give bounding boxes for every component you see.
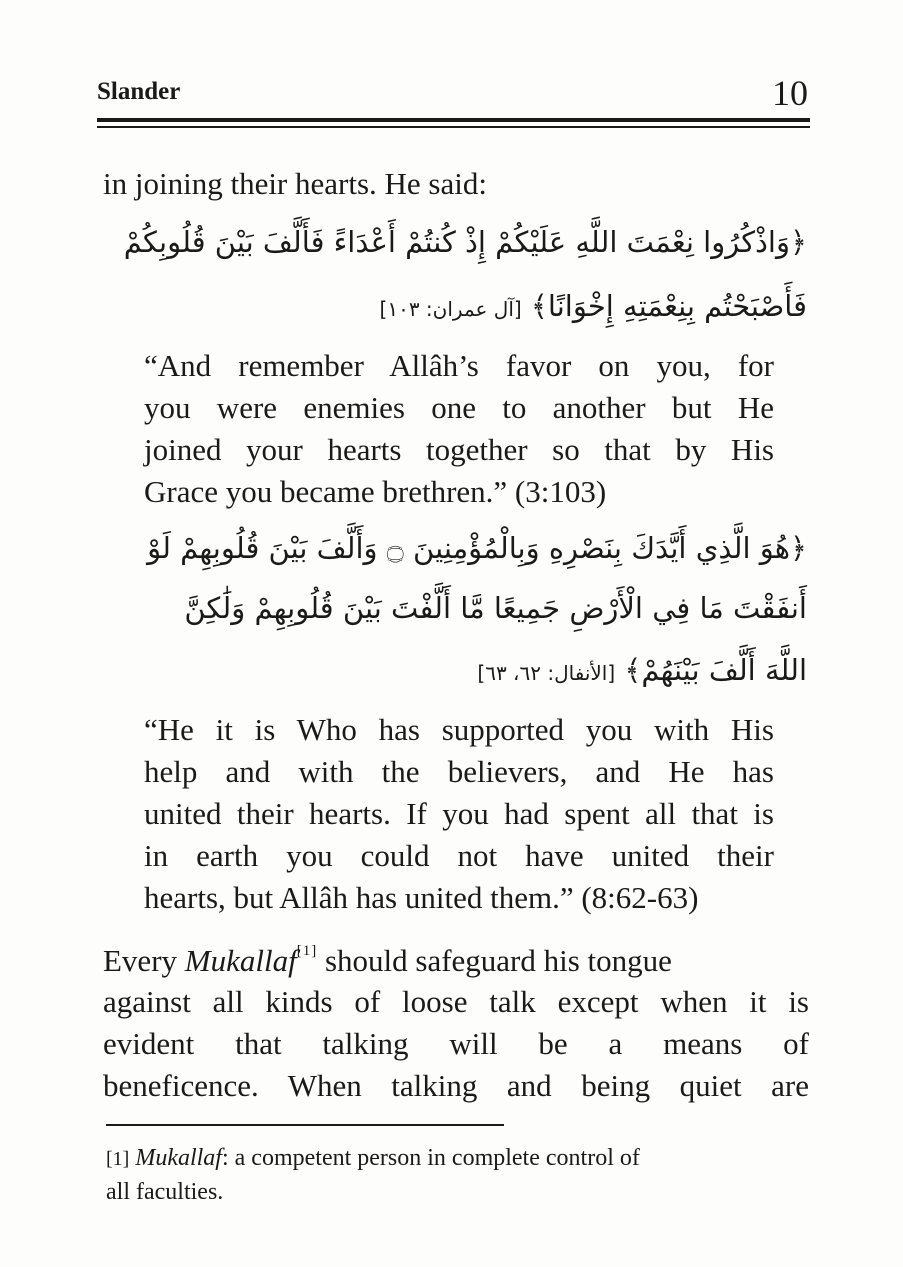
footnote-term: Mukallaf xyxy=(135,1145,222,1171)
verse1-arabic-text: فَأَصْبَحْتُم بِنِعْمَتِهِ إِخْوَانًا﴾ xyxy=(530,289,807,323)
verse2-translation-line-4: in earth you could not have united their xyxy=(144,838,774,873)
main-paragraph-line-3: evident that talking will be a means of xyxy=(103,1026,809,1061)
verse2-arabic-text: اللَّهَ أَلَّفَ بَيْنَهُمْ﴾ xyxy=(624,653,807,687)
verse2-arabic-line-3 xyxy=(477,653,807,687)
verse1-arabic-line-1: ﴿وَاذْكُرُوا نِعْمَتَ اللَّهِ عَلَيْكُمْ إِذْ كُنتُمْ أَعْدَاءً فَأَلَّفَ بَيْنَ قُلُوبِكُمْ xyxy=(123,225,807,259)
verse2-translation-line-5: hearts, but Allâh has united them.” (8:62-63) xyxy=(144,880,699,915)
main-paragraph-line-4: beneficence. When talking and being quiet are xyxy=(103,1068,809,1103)
main-paragraph-line-2: against all kinds of loose talk except when it is xyxy=(103,984,809,1019)
verse2-translation-line-2: help and with the believers, and He has xyxy=(144,754,774,789)
main-text-before-term: Every xyxy=(103,943,185,978)
page-number: 10 xyxy=(772,73,808,113)
page-header xyxy=(97,72,810,116)
verse1-translation-line-4: Grace you became brethren.” (3:103) xyxy=(144,474,607,509)
main-paragraph-line-1 xyxy=(103,944,809,976)
footnote-definition: : a competent person in complete control of xyxy=(221,1145,640,1171)
verse2-arabic-line-2: أَنفَقْتَ مَا فِي الْأَرْضِ جَمِيعًا مَّا أَلَّفْتَ بَيْنَ قُلُوبِهِمْ وَلَٰكِنَّ xyxy=(184,591,807,625)
header-rule-thin xyxy=(97,126,810,128)
intro-line: in joining their hearts. He said: xyxy=(103,166,487,201)
verse2-arabic-line-1: ﴿هُوَ الَّذِي أَيَّدَكَ بِنَصْرِهِ وَبِالْمُؤْمِنِينَ ۝ وَأَلَّفَ بَيْنَ قُلُوبِهِمْ لَوْ xyxy=(147,531,807,565)
footnote-line-1 xyxy=(106,1146,796,1170)
verse2-reference: [الأنفال: ٦٢، ٦٣] xyxy=(477,661,616,685)
footnote-number: [1] xyxy=(106,1148,130,1170)
verse1-translation-line-1: “And remember Allâh’s favor on you, for xyxy=(144,348,774,383)
verse1-translation-line-3: joined your hearts together so that by His xyxy=(144,432,774,467)
header-rule-thick xyxy=(97,118,810,122)
verse2-translation-line-1: “He it is Who has supported you with His xyxy=(144,712,774,747)
verse1-arabic-line-2 xyxy=(379,289,807,323)
footnote-separator xyxy=(106,1124,504,1126)
main-text-after-term: should safeguard his tongue xyxy=(317,943,672,978)
running-title: Slander xyxy=(97,78,181,105)
verse2-translation-line-3: united their hearts. If you had spent all that is xyxy=(144,796,774,831)
footnote-line-2: all faculties. xyxy=(106,1179,224,1205)
verse1-reference: [آل عمران: ١٠٣] xyxy=(379,297,522,321)
footnote-marker[interactable]: [1] xyxy=(296,943,318,959)
verse1-translation-line-2: you were enemies one to another but He xyxy=(144,390,774,425)
term-mukallaf: Mukallaf xyxy=(184,943,297,978)
